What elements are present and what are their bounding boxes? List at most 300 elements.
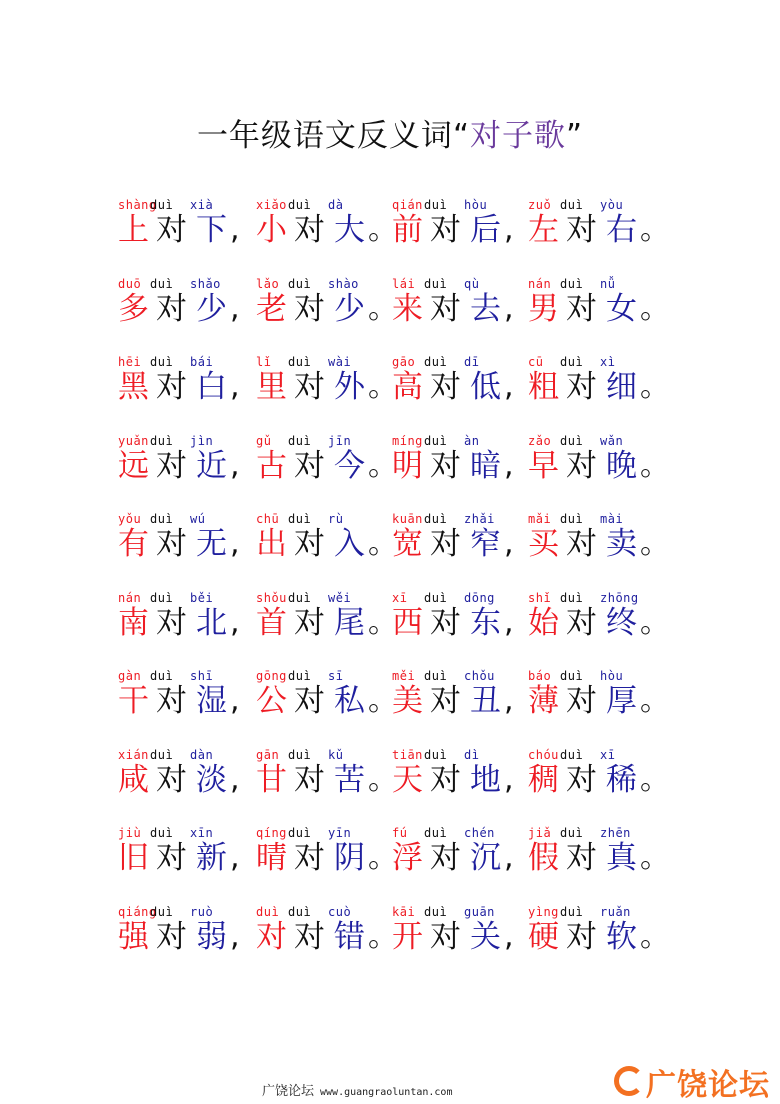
punctuation: 。 — [640, 447, 670, 483]
hanzi-character: 稀 — [606, 761, 637, 798]
pinyin-syllable: chóu — [528, 747, 559, 762]
punctuation: 。 — [368, 918, 398, 954]
hanzi-character: 对 — [294, 447, 325, 484]
hanzi-character: 早 — [528, 447, 559, 484]
pinyin-syllable: duì — [288, 747, 312, 762]
pinyin-syllable: duì — [150, 669, 174, 683]
pinyin-syllable: duì — [424, 669, 448, 683]
footer-url: www.guangraoluntan.com — [320, 1087, 453, 1098]
title-highlight: 对子歌 — [470, 118, 566, 154]
hanzi-character: 始 — [528, 604, 559, 641]
pinyin-syllable: duì — [560, 590, 584, 605]
rhyme-row — [118, 434, 678, 504]
pinyin-syllable: duì — [288, 590, 312, 605]
pinyin-syllable: duì — [288, 826, 312, 840]
pinyin-syllable: yòu — [600, 198, 624, 212]
hanzi-character: 干 — [118, 683, 149, 719]
pinyin-syllable: xián — [118, 747, 149, 762]
punctuation: 。 — [368, 683, 398, 718]
hanzi-character: 对 — [430, 526, 461, 562]
hanzi-character: 入 — [334, 526, 365, 562]
hanzi-character: 对 — [294, 683, 325, 719]
pinyin-syllable: jiù — [118, 826, 142, 840]
punctuation: , — [504, 604, 514, 640]
pinyin-syllable: duì — [424, 276, 448, 291]
pinyin-syllable: shī — [190, 669, 214, 683]
hanzi-character: 甘 — [256, 761, 287, 798]
pinyin-syllable: duì — [288, 512, 312, 526]
hanzi-character: 关 — [470, 918, 501, 955]
hanzi-character: 错 — [334, 918, 365, 955]
hanzi-character: 对 — [294, 369, 325, 405]
hanzi-character: 沉 — [470, 840, 501, 876]
pinyin-syllable: hòu — [600, 669, 624, 683]
hanzi-character: 女 — [606, 290, 637, 327]
pinyin-syllable: duì — [560, 747, 584, 762]
pinyin-syllable: xīn — [190, 826, 214, 840]
pinyin-syllable: duì — [150, 590, 174, 605]
pinyin-syllable: wěi — [328, 590, 352, 605]
pinyin-syllable: shàng — [118, 198, 157, 212]
punctuation: 。 — [368, 369, 398, 404]
hanzi-character: 薄 — [528, 683, 559, 719]
pinyin-syllable: duì — [150, 512, 174, 526]
hanzi-character: 窄 — [470, 526, 501, 562]
hanzi-character: 暗 — [470, 447, 501, 484]
footer-site: 广饶论坛 — [262, 1084, 315, 1099]
hanzi-character: 卖 — [606, 526, 637, 562]
pinyin-syllable: duì — [150, 276, 174, 291]
punctuation: , — [230, 447, 240, 483]
pinyin-syllable: hòu — [464, 198, 488, 212]
hanzi-character: 对 — [294, 526, 325, 562]
punctuation: 。 — [368, 840, 398, 875]
pinyin-syllable: duì — [424, 904, 448, 919]
hanzi-character: 美 — [392, 683, 423, 719]
punctuation: 。 — [368, 212, 398, 247]
rhyme-row — [118, 355, 678, 425]
pinyin-syllable: nán — [528, 276, 552, 291]
pinyin-syllable: duì — [424, 198, 448, 212]
pinyin-syllable: guān — [464, 904, 495, 919]
hanzi-character: 天 — [392, 761, 423, 798]
pinyin-syllable: qù — [464, 276, 480, 291]
hanzi-character: 对 — [156, 604, 187, 641]
rhyme-row — [118, 591, 678, 661]
hanzi-character: 对 — [430, 761, 461, 798]
hanzi-character: 左 — [528, 212, 559, 248]
rhyme-row — [118, 512, 678, 582]
pinyin-syllable: duì — [288, 198, 312, 212]
hanzi-character: 对 — [430, 840, 461, 876]
hanzi-character: 首 — [256, 604, 287, 641]
pinyin-syllable: qián — [392, 198, 423, 212]
hanzi-character: 对 — [566, 447, 597, 484]
pinyin-syllable: gāo — [392, 355, 416, 369]
punctuation: , — [230, 604, 240, 640]
hanzi-character: 对 — [156, 840, 187, 876]
pinyin-syllable: duì — [424, 433, 448, 448]
hanzi-character: 阴 — [334, 840, 365, 876]
pinyin-syllable: ruò — [190, 904, 214, 919]
hanzi-character: 白 — [196, 369, 227, 405]
hanzi-character: 新 — [196, 840, 227, 876]
hanzi-character: 淡 — [196, 761, 227, 798]
pinyin-syllable: jiǎ — [528, 826, 552, 840]
hanzi-character: 少 — [196, 290, 227, 327]
pinyin-syllable: zǎo — [528, 433, 552, 448]
hanzi-character: 去 — [470, 290, 501, 327]
hanzi-character: 对 — [566, 212, 597, 248]
footer — [262, 1080, 452, 1099]
pinyin-syllable: tiān — [392, 747, 423, 762]
pinyin-syllable: duì — [150, 747, 174, 762]
punctuation: , — [504, 290, 514, 326]
hanzi-character: 丑 — [470, 683, 501, 719]
pinyin-syllable: duì — [256, 904, 280, 919]
pinyin-syllable: yǒu — [118, 512, 142, 526]
hanzi-character: 对 — [294, 761, 325, 798]
pinyin-syllable: lái — [392, 276, 416, 291]
hanzi-character: 厚 — [606, 683, 637, 719]
pinyin-syllable: duì — [424, 590, 448, 605]
pinyin-syllable: zhēn — [600, 826, 631, 840]
hanzi-character: 对 — [566, 290, 597, 327]
hanzi-character: 后 — [470, 212, 501, 248]
hanzi-character: 开 — [392, 918, 423, 955]
pinyin-syllable: duì — [150, 826, 174, 840]
hanzi-character: 湿 — [196, 683, 227, 719]
pinyin-syllable: duì — [150, 433, 174, 448]
pinyin-syllable: xiǎo — [256, 198, 287, 212]
pinyin-syllable: duì — [288, 276, 312, 291]
hanzi-character: 对 — [156, 918, 187, 955]
hanzi-character: 对 — [566, 840, 597, 876]
pinyin-syllable: wài — [328, 355, 352, 369]
punctuation: 。 — [640, 840, 670, 875]
hanzi-character: 终 — [606, 604, 637, 641]
hanzi-character: 公 — [256, 683, 287, 719]
punctuation: 。 — [640, 604, 670, 640]
pinyin-syllable: dī — [464, 355, 480, 369]
punctuation: 。 — [368, 761, 398, 797]
pinyin-syllable: dì — [464, 747, 480, 762]
hanzi-character: 对 — [156, 526, 187, 562]
pinyin-syllable: kuān — [392, 512, 423, 526]
g-ring-icon — [614, 1066, 644, 1096]
hanzi-character: 地 — [470, 761, 501, 798]
pinyin-syllable: yīn — [328, 826, 352, 840]
pinyin-syllable: fú — [392, 826, 408, 840]
hanzi-character: 下 — [196, 212, 227, 248]
hanzi-character: 稠 — [528, 761, 559, 798]
hanzi-character: 晚 — [606, 447, 637, 484]
hanzi-character: 晴 — [256, 840, 287, 876]
pinyin-syllable: gàn — [118, 669, 142, 683]
pinyin-syllable: dōng — [464, 590, 495, 605]
pinyin-syllable: kǔ — [328, 747, 344, 762]
pinyin-syllable: duì — [288, 904, 312, 919]
hanzi-character: 买 — [528, 526, 559, 562]
hanzi-character: 小 — [256, 212, 287, 248]
pinyin-syllable: duì — [288, 355, 312, 369]
punctuation: , — [230, 761, 240, 797]
pinyin-syllable: duì — [560, 355, 584, 369]
hanzi-character: 高 — [392, 369, 423, 405]
hanzi-character: 对 — [430, 447, 461, 484]
punctuation: , — [504, 447, 514, 483]
hanzi-character: 古 — [256, 447, 287, 484]
hanzi-character: 对 — [294, 604, 325, 641]
pinyin-syllable: běi — [190, 590, 214, 605]
hanzi-character: 对 — [566, 369, 597, 405]
hanzi-character: 对 — [156, 290, 187, 327]
pinyin-syllable: duì — [424, 512, 448, 526]
hanzi-character: 对 — [430, 290, 461, 327]
hanzi-character: 外 — [334, 369, 365, 405]
pinyin-syllable: shǐ — [528, 590, 552, 605]
hanzi-character: 今 — [334, 447, 365, 484]
pinyin-syllable: rù — [328, 512, 344, 526]
hanzi-character: 对 — [566, 604, 597, 641]
punctuation: , — [230, 840, 240, 875]
pinyin-syllable: báo — [528, 669, 552, 683]
pinyin-syllable: nǚ — [600, 276, 616, 291]
pinyin-syllable: dà — [328, 198, 344, 212]
punctuation: , — [504, 761, 514, 797]
punctuation: 。 — [640, 683, 670, 718]
hanzi-character: 对 — [294, 290, 325, 327]
pinyin-syllable: xī — [392, 590, 408, 605]
punctuation: 。 — [368, 447, 398, 483]
pinyin-syllable: cū — [528, 355, 544, 369]
pinyin-syllable: měi — [392, 669, 416, 683]
pinyin-syllable: duì — [150, 198, 174, 212]
hanzi-character: 有 — [118, 526, 149, 562]
hanzi-character: 北 — [196, 604, 227, 641]
pinyin-syllable: qiáng — [118, 904, 157, 919]
pinyin-syllable: jīn — [328, 433, 352, 448]
hanzi-character: 对 — [430, 212, 461, 248]
rhyme-row — [118, 669, 678, 739]
pinyin-syllable: duì — [424, 826, 448, 840]
punctuation: 。 — [640, 761, 670, 797]
hanzi-character: 对 — [156, 212, 187, 248]
pinyin-syllable: duì — [560, 512, 584, 526]
logo-text: 广饶论坛 — [646, 1068, 770, 1103]
punctuation: , — [504, 212, 514, 247]
hanzi-character: 硬 — [528, 918, 559, 955]
pinyin-syllable: lǎo — [256, 276, 280, 291]
pinyin-syllable: gǔ — [256, 433, 272, 448]
pinyin-syllable: kāi — [392, 904, 416, 919]
hanzi-character: 无 — [196, 526, 227, 562]
pinyin-syllable: míng — [392, 433, 423, 448]
pinyin-syllable: duì — [560, 904, 584, 919]
pinyin-syllable: xī — [600, 747, 616, 762]
hanzi-character: 对 — [156, 761, 187, 798]
title-main: 一年级语文反义词 — [196, 118, 453, 154]
hanzi-character: 对 — [294, 212, 325, 248]
hanzi-character: 大 — [334, 212, 365, 248]
hanzi-character: 里 — [256, 369, 287, 405]
hanzi-character: 对 — [430, 918, 461, 955]
pinyin-syllable: chū — [256, 512, 280, 526]
hanzi-character: 宽 — [392, 526, 423, 562]
pinyin-syllable: duì — [560, 433, 584, 448]
hanzi-character: 弱 — [196, 918, 227, 955]
rhyme-row — [118, 905, 678, 975]
hanzi-character: 对 — [156, 447, 187, 484]
pinyin-syllable: sī — [328, 669, 344, 683]
hanzi-character: 出 — [256, 526, 287, 562]
pinyin-syllable: duì — [560, 276, 584, 291]
punctuation: 。 — [640, 526, 670, 561]
pinyin-syllable: duì — [150, 355, 174, 369]
pinyin-syllable: duì — [560, 826, 584, 840]
punctuation: , — [504, 683, 514, 718]
title-open-quote: “ — [452, 118, 470, 154]
punctuation: , — [230, 526, 240, 561]
pinyin-syllable: nán — [118, 590, 142, 605]
pinyin-syllable: shǎo — [190, 276, 221, 291]
hanzi-character: 对 — [566, 526, 597, 562]
pinyin-syllable: shào — [328, 276, 359, 291]
hanzi-character: 浮 — [392, 840, 423, 876]
logo — [612, 1062, 772, 1103]
hanzi-character: 老 — [256, 290, 287, 327]
pinyin-syllable: jìn — [190, 433, 214, 448]
pinyin-syllable: qíng — [256, 826, 287, 840]
pinyin-syllable: duì — [150, 904, 174, 919]
pinyin-syllable: dàn — [190, 747, 214, 762]
rhyme-row — [118, 277, 678, 347]
title-close-quote: ” — [566, 118, 584, 154]
punctuation: , — [230, 212, 240, 247]
punctuation: 。 — [640, 212, 670, 247]
pinyin-syllable: gōng — [256, 669, 287, 683]
punctuation: 。 — [368, 526, 398, 561]
hanzi-character: 咸 — [118, 761, 149, 798]
pinyin-syllable: duì — [424, 747, 448, 762]
punctuation: 。 — [368, 604, 398, 640]
punctuation: , — [504, 918, 514, 954]
hanzi-character: 对 — [294, 840, 325, 876]
punctuation: , — [230, 918, 240, 954]
pinyin-syllable: shǒu — [256, 590, 287, 605]
pinyin-syllable: hēi — [118, 355, 142, 369]
pinyin-syllable: cuò — [328, 904, 352, 919]
pinyin-syllable: duō — [118, 276, 142, 291]
hanzi-character: 上 — [118, 212, 149, 248]
pinyin-syllable: zhōng — [600, 590, 639, 605]
pinyin-syllable: wú — [190, 512, 206, 526]
hanzi-character: 软 — [606, 918, 637, 955]
pinyin-syllable: zhǎi — [464, 512, 495, 526]
hanzi-character: 对 — [294, 918, 325, 955]
hanzi-character: 明 — [392, 447, 423, 484]
hanzi-character: 近 — [196, 447, 227, 484]
pinyin-syllable: gān — [256, 747, 280, 762]
rhyme-row — [118, 826, 678, 896]
pinyin-syllable: bái — [190, 355, 214, 369]
hanzi-character: 西 — [392, 604, 423, 641]
hanzi-character: 男 — [528, 290, 559, 327]
punctuation: 。 — [640, 369, 670, 404]
pinyin-syllable: wǎn — [600, 433, 624, 448]
hanzi-character: 前 — [392, 212, 423, 248]
punctuation: , — [504, 840, 514, 875]
hanzi-character: 远 — [118, 447, 149, 484]
hanzi-character: 苦 — [334, 761, 365, 798]
punctuation: , — [230, 369, 240, 404]
pinyin-syllable: yìng — [528, 904, 559, 919]
hanzi-character: 尾 — [334, 604, 365, 641]
punctuation: 。 — [368, 290, 398, 326]
hanzi-character: 南 — [118, 604, 149, 641]
pinyin-syllable: duì — [288, 669, 312, 683]
hanzi-character: 东 — [470, 604, 501, 641]
hanzi-character: 黑 — [118, 369, 149, 405]
hanzi-character: 对 — [430, 604, 461, 641]
hanzi-character: 细 — [606, 369, 637, 405]
pinyin-syllable: duì — [560, 198, 584, 212]
hanzi-character: 少 — [334, 290, 365, 327]
hanzi-character: 对 — [156, 683, 187, 719]
hanzi-character: 对 — [156, 369, 187, 405]
pinyin-syllable: chén — [464, 826, 495, 840]
pinyin-syllable: mǎi — [528, 512, 552, 526]
pinyin-syllable: zuǒ — [528, 198, 552, 212]
page-title — [0, 110, 780, 155]
pinyin-syllable: duì — [288, 433, 312, 448]
hanzi-character: 真 — [606, 840, 637, 876]
pinyin-syllable: duì — [424, 355, 448, 369]
hanzi-character: 假 — [528, 840, 559, 876]
hanzi-character: 对 — [566, 683, 597, 719]
pinyin-syllable: lǐ — [256, 355, 272, 369]
hanzi-character: 对 — [430, 683, 461, 719]
punctuation: , — [504, 526, 514, 561]
hanzi-character: 对 — [566, 761, 597, 798]
pinyin-syllable: chǒu — [464, 669, 495, 683]
punctuation: , — [504, 369, 514, 404]
pinyin-syllable: xià — [190, 198, 214, 212]
hanzi-character: 私 — [334, 683, 365, 719]
punctuation: , — [230, 683, 240, 718]
hanzi-character: 对 — [430, 369, 461, 405]
punctuation: , — [230, 290, 240, 326]
pinyin-syllable: duì — [560, 669, 584, 683]
hanzi-character: 强 — [118, 918, 149, 955]
hanzi-character: 多 — [118, 290, 149, 327]
pinyin-syllable: àn — [464, 433, 480, 448]
hanzi-character: 低 — [470, 369, 501, 405]
hanzi-character: 对 — [256, 918, 287, 955]
hanzi-character: 对 — [566, 918, 597, 955]
rhyme-row — [118, 748, 678, 818]
hanzi-character: 来 — [392, 290, 423, 327]
pinyin-syllable: xì — [600, 355, 616, 369]
pinyin-syllable: yuǎn — [118, 433, 149, 448]
hanzi-character: 旧 — [118, 840, 149, 876]
rhyme-row — [118, 198, 678, 268]
punctuation: 。 — [640, 290, 670, 326]
punctuation: 。 — [640, 918, 670, 954]
pinyin-syllable: ruǎn — [600, 904, 631, 919]
hanzi-character: 右 — [606, 212, 637, 248]
pinyin-syllable: mài — [600, 512, 624, 526]
